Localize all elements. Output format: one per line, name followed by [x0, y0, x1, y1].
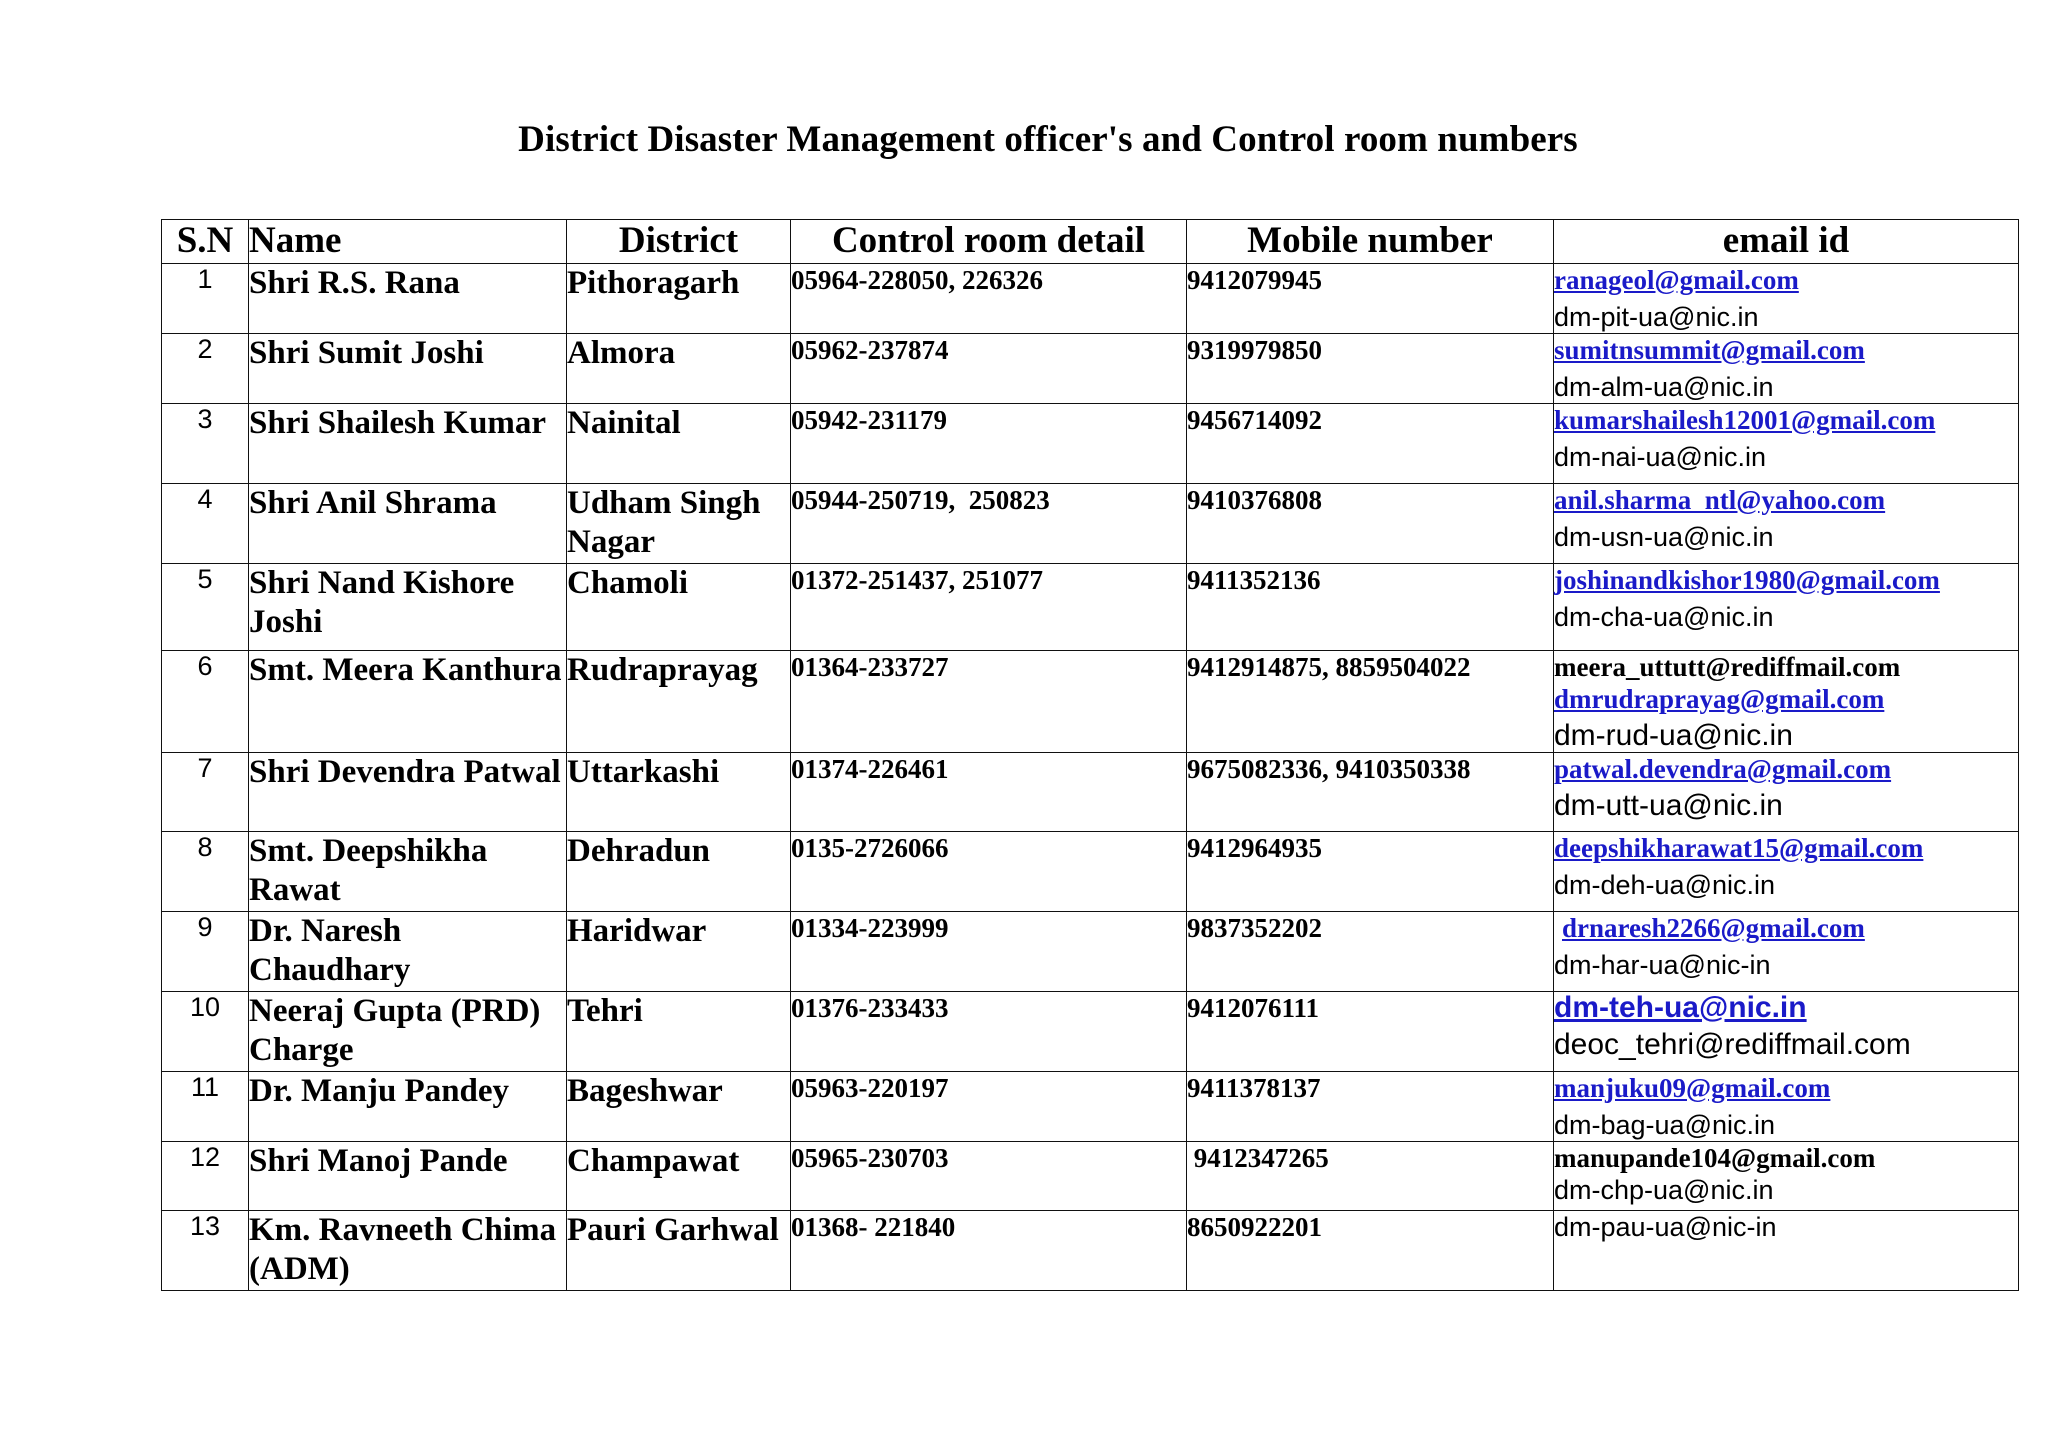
cell-email [1554, 1211, 2019, 1291]
header-email: email id [1554, 220, 2019, 264]
cell-email [1554, 753, 2019, 832]
cell-name: Smt. Meera Kanthura [249, 651, 567, 753]
cell-sn: 2 [162, 334, 249, 404]
cell-email [1554, 334, 2019, 404]
cell-district: Chamoli [567, 564, 791, 651]
table-row [162, 334, 2019, 404]
cell-sn: 13 [162, 1211, 249, 1291]
cell-control-room: 05942-231179 [791, 404, 1187, 484]
cell-email [1554, 832, 2019, 912]
email-text: dm-bag-ua@nic.in [1554, 1110, 1776, 1140]
cell-name: Shri Manoj Pande [249, 1142, 567, 1211]
cell-district: Haridwar [567, 912, 791, 992]
cell-sn: 11 [162, 1072, 249, 1142]
cell-district: Tehri [567, 992, 791, 1072]
email-text: dm-usn-ua@nic.in [1554, 522, 1774, 552]
email-link[interactable]: anil.sharma_ntl@yahoo.com [1554, 485, 1886, 515]
table-row [162, 1142, 2019, 1211]
cell-control-room: 01364-233727 [791, 651, 1187, 753]
cell-district: Bageshwar [567, 1072, 791, 1142]
cell-mobile: 9837352202 [1187, 912, 1554, 992]
table-row [162, 484, 2019, 564]
cell-sn: 10 [162, 992, 249, 1072]
cell-sn: 12 [162, 1142, 249, 1211]
table-row [162, 404, 2019, 484]
table-row [162, 832, 2019, 912]
cell-control-room: 05963-220197 [791, 1072, 1187, 1142]
cell-name: Km. Ravneeth Chima (ADM) [249, 1211, 567, 1291]
email-text: dm-deh-ua@nic.in [1554, 870, 1776, 900]
cell-sn: 6 [162, 651, 249, 753]
cell-control-room: 05965-230703 [791, 1142, 1187, 1211]
cell-control-room: 05962-237874 [791, 334, 1187, 404]
cell-email [1554, 564, 2019, 651]
email-link[interactable]: manjuku09@gmail.com [1554, 1073, 1831, 1103]
cell-email [1554, 264, 2019, 334]
email-link[interactable]: kumarshailesh12001@gmail.com [1554, 405, 1936, 435]
cell-district: Pithoragarh [567, 264, 791, 334]
cell-mobile: 9410376808 [1187, 484, 1554, 564]
cell-mobile: 9675082336, 9410350338 [1187, 753, 1554, 832]
email-link[interactable]: dm-teh-ua@nic.in [1554, 991, 1807, 1024]
cell-control-room: 01372-251437, 251077 [791, 564, 1187, 651]
cell-email [1554, 912, 2019, 992]
cell-mobile: 9412079945 [1187, 264, 1554, 334]
cell-mobile: 9411352136 [1187, 564, 1554, 651]
cell-sn: 3 [162, 404, 249, 484]
cell-district: Dehradun [567, 832, 791, 912]
officers-table [161, 219, 2019, 1291]
table-row [162, 564, 2019, 651]
email-link[interactable]: joshinandkishor1980@gmail.com [1554, 565, 1940, 595]
cell-sn: 4 [162, 484, 249, 564]
cell-mobile: 9412347265 [1187, 1142, 1554, 1211]
cell-sn: 9 [162, 912, 249, 992]
email-text: dm-pau-ua@nic-in [1554, 1212, 1777, 1242]
email-text: dm-pit-ua@nic.in [1554, 302, 1759, 332]
email-link[interactable]: dmrudraprayag@gmail.com [1554, 684, 1885, 714]
email-link[interactable]: ranageol@gmail.com [1554, 265, 1799, 295]
cell-control-room: 05964-228050, 226326 [791, 264, 1187, 334]
cell-sn: 5 [162, 564, 249, 651]
email-text: dm-alm-ua@nic.in [1554, 372, 1774, 402]
cell-district: Udham Singh Nagar [567, 484, 791, 564]
cell-control-room: 01334-223999 [791, 912, 1187, 992]
email-link[interactable]: drnaresh2266@gmail.com [1562, 913, 1865, 943]
table-row [162, 1072, 2019, 1142]
cell-district: Uttarkashi [567, 753, 791, 832]
cell-district: Champawat [567, 1142, 791, 1211]
cell-name: Shri Sumit Joshi [249, 334, 567, 404]
header-sn: S.N [162, 220, 249, 264]
email-text: manupande104@gmail.com [1554, 1143, 1876, 1173]
document-title: District Disaster Management officer's and Control room numbers [518, 119, 1578, 160]
cell-control-room: 01374-226461 [791, 753, 1187, 832]
cell-mobile: 9319979850 [1187, 334, 1554, 404]
table-row [162, 753, 2019, 832]
cell-mobile: 9412076111 [1187, 992, 1554, 1072]
email-text: deoc_tehri@rediffmail.com [1554, 1028, 1911, 1061]
cell-mobile: 9456714092 [1187, 404, 1554, 484]
cell-email [1554, 1142, 2019, 1211]
email-text: dm-har-ua@nic-in [1554, 950, 1771, 980]
cell-mobile: 9412914875, 8859504022 [1187, 651, 1554, 753]
header-control-room: Control room detail [791, 220, 1187, 264]
cell-sn: 8 [162, 832, 249, 912]
table-row [162, 264, 2019, 334]
cell-name: Shri Nand Kishore Joshi [249, 564, 567, 651]
cell-district: Pauri Garhwal [567, 1211, 791, 1291]
email-link[interactable]: patwal.devendra@gmail.com [1554, 754, 1892, 784]
cell-control-room: 05944-250719, 250823 [791, 484, 1187, 564]
cell-name: Neeraj Gupta (PRD) Charge [249, 992, 567, 1072]
email-text: dm-rud-ua@nic.in [1554, 719, 1793, 752]
cell-district: Almora [567, 334, 791, 404]
email-text: dm-cha-ua@nic.in [1554, 602, 1774, 632]
cell-email [1554, 1072, 2019, 1142]
email-link[interactable]: deepshikharawat15@gmail.com [1554, 833, 1924, 863]
email-text: dm-chp-ua@nic.in [1554, 1175, 1774, 1205]
cell-control-room: 01368- 221840 [791, 1211, 1187, 1291]
header-district: District [567, 220, 791, 264]
table-row [162, 1211, 2019, 1291]
table-row [162, 651, 2019, 753]
cell-email [1554, 404, 2019, 484]
cell-mobile: 9412964935 [1187, 832, 1554, 912]
header-row [162, 220, 2019, 264]
email-link[interactable]: sumitnsummit@gmail.com [1554, 335, 1865, 365]
cell-control-room: 0135-2726066 [791, 832, 1187, 912]
cell-district: Rudraprayag [567, 651, 791, 753]
email-text: dm-nai-ua@nic.in [1554, 442, 1766, 472]
cell-district: Nainital [567, 404, 791, 484]
cell-mobile: 9411378137 [1187, 1072, 1554, 1142]
cell-name: Shri Shailesh Kumar [249, 404, 567, 484]
cell-name: Dr. Naresh Chaudhary [249, 912, 567, 992]
table-row [162, 912, 2019, 992]
cell-email [1554, 651, 2019, 753]
email-text: meera_uttutt@rediffmail.com [1554, 652, 1901, 682]
cell-email [1554, 992, 2019, 1072]
cell-mobile: 8650922201 [1187, 1211, 1554, 1291]
cell-control-room: 01376-233433 [791, 992, 1187, 1072]
cell-name: Smt. Deepshikha Rawat [249, 832, 567, 912]
table-row [162, 992, 2019, 1072]
cell-sn: 1 [162, 264, 249, 334]
cell-sn: 7 [162, 753, 249, 832]
cell-name: Shri Anil Shrama [249, 484, 567, 564]
cell-name: Shri Devendra Patwal [249, 753, 567, 832]
header-name: Name [249, 220, 567, 264]
header-mobile: Mobile number [1187, 220, 1554, 264]
cell-email [1554, 484, 2019, 564]
email-text: dm-utt-ua@nic.in [1554, 789, 1783, 822]
cell-name: Shri R.S. Rana [249, 264, 567, 334]
cell-name: Dr. Manju Pandey [249, 1072, 567, 1142]
